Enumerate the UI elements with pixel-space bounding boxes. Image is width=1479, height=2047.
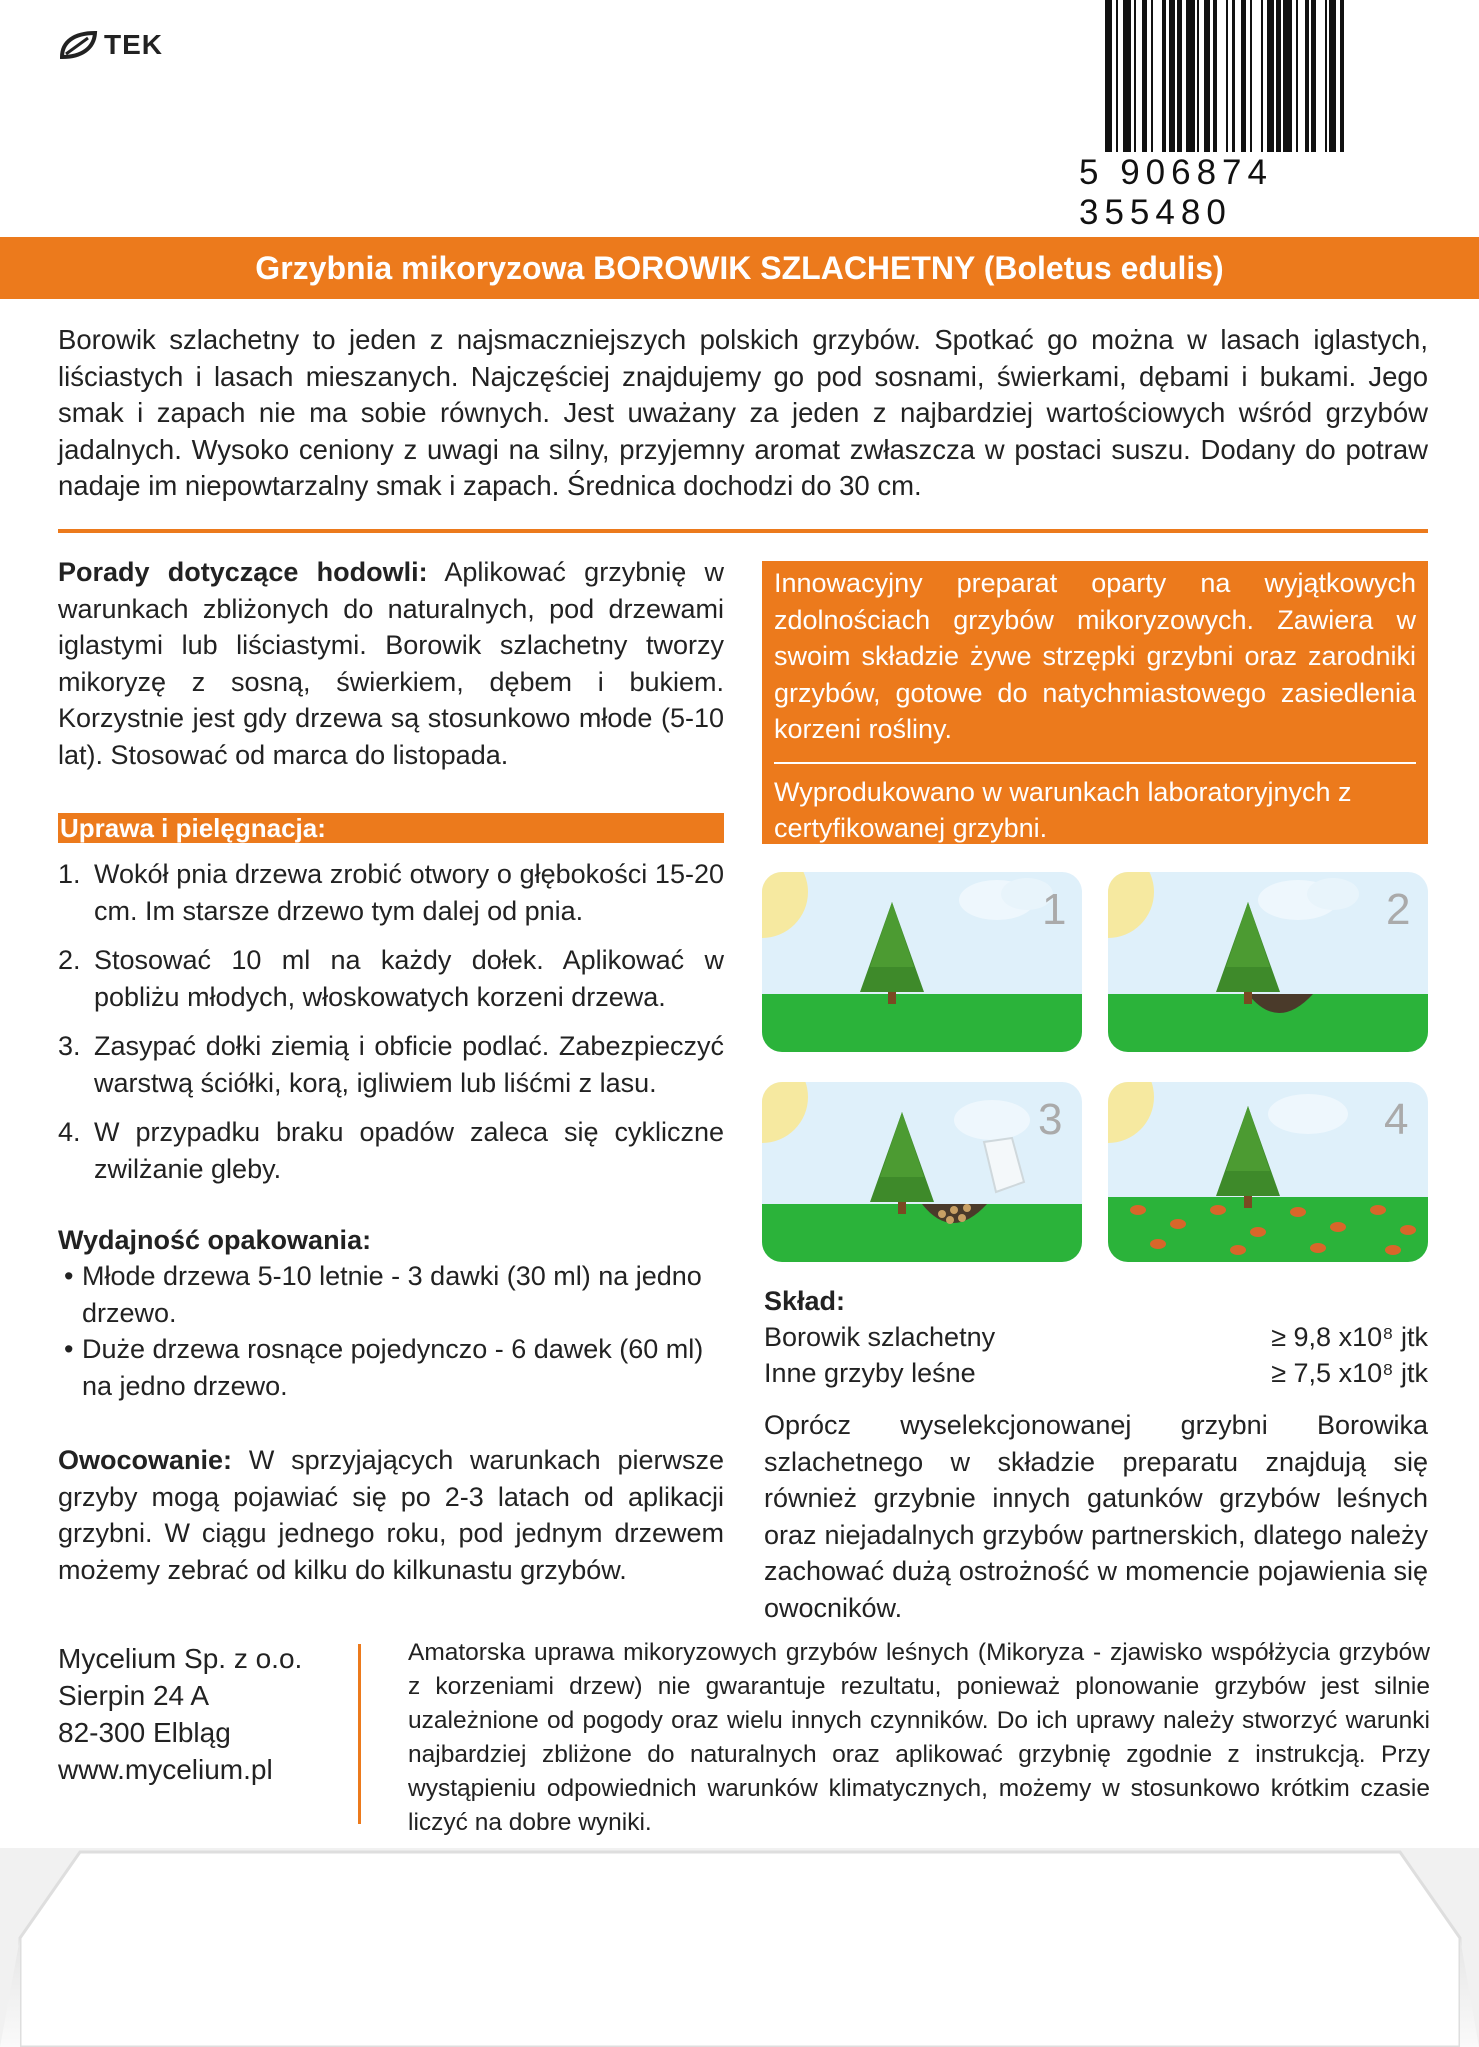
company-address bbox=[58, 1640, 302, 1788]
title-band bbox=[0, 237, 1479, 299]
barcode-bar bbox=[1252, 0, 1261, 152]
barcode-bar bbox=[1235, 0, 1242, 152]
oprocz-paragraph: Oprócz wyselekcjonowanej grzybni Borowika szlachetnego w składzie preparatu znajdują się również grzybnie innych gatunków grzybów leśnych oraz niejadalnych grzybów partnerskich, dlatego należy zachować dużą ostrożność w momencie pojawienia się owocników. bbox=[764, 1410, 1428, 1623]
step-text: Stosować 10 ml na każdy dołek. Aplikować w pobliżu młodych, włoskowatych korzeni drzewa. bbox=[94, 945, 724, 1012]
illustration-step-4 bbox=[1108, 1082, 1428, 1262]
step-text: W przypadku braku opadów zaleca się cykliczne zwilżanie gleby. bbox=[94, 1117, 724, 1184]
leaf-icon bbox=[58, 30, 98, 60]
wydajnosc-list bbox=[58, 1258, 724, 1404]
illustration-step-1 bbox=[762, 872, 1082, 1052]
barcode-bar bbox=[1186, 0, 1195, 152]
step-number: 4. bbox=[58, 1117, 81, 1147]
sklad-name: Inne grzyby leśne bbox=[764, 1358, 976, 1388]
list-item: • Duże drzewa rosnące pojedynczo - 6 dawek (60 ml) na jedno drzewo. bbox=[58, 1331, 724, 1404]
brand-name: TEK bbox=[104, 29, 163, 60]
barcode-bar bbox=[1283, 0, 1292, 152]
page-title: Grzybnia mikoryzowa BOROWIK SZLACHETNY (Boletus edulis) bbox=[255, 249, 1224, 286]
owocowanie-section bbox=[58, 1442, 724, 1588]
illustration-step-3 bbox=[762, 1082, 1082, 1262]
illustration-step-2 bbox=[1108, 872, 1428, 1052]
production-text: Wyprodukowano w warunkach laboratoryjnych z certyfikowanej grzybni. bbox=[774, 776, 1352, 843]
step-number-label: 2 bbox=[1386, 885, 1411, 934]
step-item bbox=[58, 1114, 724, 1187]
barcode-bar bbox=[1344, 0, 1346, 152]
barcode-number: 5 906874 355480 bbox=[1079, 153, 1273, 232]
step-item bbox=[58, 1028, 724, 1101]
porady-section bbox=[58, 554, 724, 773]
footer-divider bbox=[358, 1644, 361, 1824]
sklad-name: Borowik szlachetny bbox=[764, 1322, 996, 1352]
barcode-bar bbox=[1136, 0, 1143, 152]
intro-paragraph: Borowik szlachetny to jeden z najsmaczniejszych polskich grzybów. Spotkać go można w lasach iglastych, liściastych i lasach mieszanych. Najczęściej znajdujemy go pod sosnami, świerkami, dębami i bukami. Jego smak i zapach nie ma sobie równych. Jest uważany za jeden z najbardziej wartościowych wśród grzybów jadalnych. Wysoko ceniony z uwagi na silny, przyjemny aromat zwłaszcza w postaci suszu. Dodany do potraw nadaje im niepowtarzalny smak i zapach. Średnica dochodzi do 30 cm. bbox=[58, 324, 1428, 501]
step-text: Zasypać dołki ziemią i obficie podlać. Zabezpieczyć warstwą ściółki, korą, igliwiem lub liśćmi z lasu. bbox=[94, 1031, 724, 1098]
barcode-bars bbox=[1105, 0, 1405, 152]
step-number: 2. bbox=[58, 945, 81, 975]
steps-list bbox=[58, 856, 724, 1200]
barcode-bar bbox=[1169, 0, 1176, 152]
innovation-box bbox=[762, 561, 1428, 844]
step-number: 1. bbox=[58, 859, 81, 889]
disclaimer-text: Amatorska uprawa mikoryzowych grzybów leśnych (Mikoryza - zjawisko współżycia grzybów z korzeniami drzew) nie gwarantuje rezultatu, ponieważ plonowanie grzybów jest silnie uzależnione od pogody oraz wielu innych czynników. Do ich uprawy należy stworzyć warunki najbardziej zbliżone do naturalnych oraz aplikować grzybnię zgodnie z instrukcją. Przy wystąpieniu odpowiednich warunków klimatycznych, możemy w stosunkowo krótkim czasie liczyć na dobre wyniki. bbox=[408, 1639, 1430, 1836]
sklad-heading: Skład: bbox=[764, 1286, 846, 1316]
step-number-label: 1 bbox=[1042, 885, 1067, 934]
brand-logo bbox=[58, 28, 163, 62]
barcode-bar bbox=[1316, 0, 1325, 152]
barcode bbox=[1079, 0, 1405, 232]
barcode-bar bbox=[1105, 0, 1112, 152]
barcode-bar bbox=[1153, 0, 1162, 152]
step-number-label: 4 bbox=[1384, 1095, 1409, 1144]
barcode-bar bbox=[1267, 0, 1274, 152]
step-number-label: 3 bbox=[1038, 1095, 1063, 1144]
sklad-value: ≥ 7,5 x10⁸ jtk bbox=[1271, 1358, 1428, 1388]
owocowanie-text: W sprzyjających warunkach pierwsze grzyby mogą pojawiać się po 2-3 latach od aplikacji grzybni. W ciągu jednego roku, pod jednym drzewem możemy zebrać od kilku do kilkunastu grzybów. bbox=[58, 1445, 724, 1585]
company-website: www.mycelium.pl bbox=[58, 1754, 273, 1785]
uprawa-heading: Uprawa i pielęgnacja: bbox=[58, 813, 724, 843]
company-name: Mycelium Sp. z o.o. bbox=[58, 1643, 303, 1674]
sklad-row bbox=[764, 1358, 1428, 1389]
sklad-value: ≥ 9,8 x10⁸ jtk bbox=[1271, 1322, 1428, 1352]
list-item: • Młode drzewa 5-10 letnie - 3 dawki (30 ml) na jedno drzewo. bbox=[58, 1258, 724, 1331]
tree-icon bbox=[762, 872, 1082, 1052]
porady-text: Aplikować grzybnię w warunkach zbliżonych do naturalnych, pod drzewami iglastymi lub liściastymi. Borowik szlachetny tworzy mikoryzę z sosną, świerkiem, dębem i bukiem. Korzystnie jest gdy drzewa są stosunkowo młode (5-10 lat). Stosować od marca do listopada. bbox=[58, 557, 725, 770]
barcode-bar bbox=[1329, 0, 1336, 152]
packet-bottom-flap bbox=[0, 1848, 1479, 2047]
barcode-bar bbox=[1123, 0, 1132, 152]
step-item bbox=[58, 856, 724, 929]
tree-mushrooms-icon bbox=[1108, 1082, 1428, 1262]
innovation-text: Innowacyjny preparat oparty na wyjątkowych zdolnościach grzybów mikoryzowych. Zawiera w swoim składzie żywe strzępki grzybni oraz zarodniki grzybów, gotowe do natychmiastowego zasiedlenia korzeni rośliny. bbox=[774, 568, 1416, 744]
barcode-bar bbox=[1298, 0, 1305, 152]
step-text: Wokół pnia drzewa zrobić otwory o głębokości 15-20 cm. Im starsze drzewo tym dalej od pnia. bbox=[94, 859, 724, 926]
divider bbox=[58, 529, 1428, 533]
owocowanie-label: Owocowanie: bbox=[58, 1445, 233, 1475]
porady-label: Porady dotyczące hodowli: bbox=[58, 557, 428, 587]
barcode-bar bbox=[1217, 0, 1226, 152]
company-street: Sierpin 24 A bbox=[58, 1680, 209, 1711]
wydajnosc-heading: Wydajność opakowania: bbox=[58, 1225, 372, 1255]
tree-hole-icon bbox=[1108, 872, 1428, 1052]
barcode-bar bbox=[1204, 0, 1211, 152]
step-number: 3. bbox=[58, 1031, 81, 1061]
illustrations-grid bbox=[762, 872, 1428, 1264]
sklad-row bbox=[764, 1322, 1428, 1353]
company-city: 82-300 Elbląg bbox=[58, 1717, 231, 1748]
step-item bbox=[58, 942, 724, 1015]
tree-pouring-icon bbox=[762, 1082, 1082, 1262]
innovation-divider bbox=[774, 762, 1416, 764]
